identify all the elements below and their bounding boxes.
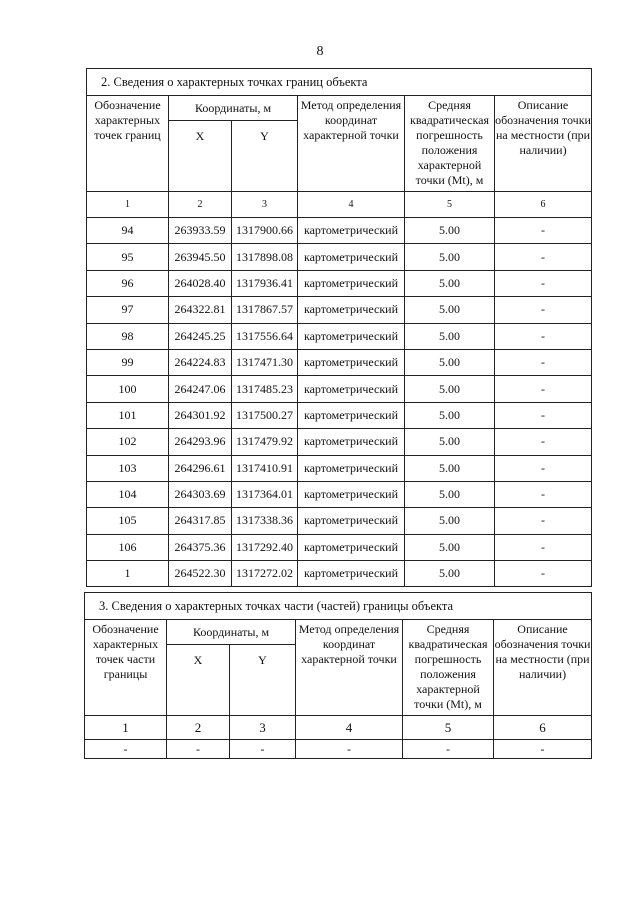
cell-point: 104 bbox=[87, 481, 169, 507]
column-number: 1 bbox=[87, 192, 169, 218]
description-header: Описание обозначения точки на местности (при наличии) bbox=[495, 96, 592, 192]
cell-desc: - bbox=[495, 508, 592, 534]
cell-mt: 5.00 bbox=[405, 244, 495, 270]
cell-y: 1317272.02 bbox=[232, 561, 298, 587]
coordinates-header: Координаты, м bbox=[167, 620, 296, 645]
cell-x: 264296.61 bbox=[169, 455, 232, 481]
cell-point: 106 bbox=[87, 534, 169, 560]
boundary-part-points-table bbox=[84, 592, 592, 759]
column-number: 6 bbox=[495, 192, 592, 218]
page-number: 8 bbox=[316, 44, 324, 59]
cell-point: 102 bbox=[87, 429, 169, 455]
cell-method: картометрический bbox=[298, 481, 405, 507]
cell-x: 264322.81 bbox=[169, 297, 232, 323]
cell-method: картометрический bbox=[298, 429, 405, 455]
cell-y: 1317900.66 bbox=[232, 218, 298, 244]
column-number: 2 bbox=[169, 192, 232, 218]
table-row bbox=[85, 740, 592, 759]
cell-method: картометрический bbox=[298, 270, 405, 296]
cell-x: - bbox=[167, 740, 230, 759]
cell-desc: - bbox=[495, 402, 592, 428]
column-number: 5 bbox=[403, 716, 494, 740]
cell-method: картометрический bbox=[298, 402, 405, 428]
cell-mt: 5.00 bbox=[405, 534, 495, 560]
cell-mt: 5.00 bbox=[405, 402, 495, 428]
cell-method: - bbox=[296, 740, 403, 759]
cell-point: 105 bbox=[87, 508, 169, 534]
x-header: X bbox=[167, 645, 230, 716]
cell-mt: 5.00 bbox=[405, 376, 495, 402]
cell-point: 97 bbox=[87, 297, 169, 323]
cell-mt: 5.00 bbox=[405, 561, 495, 587]
cell-mt: 5.00 bbox=[405, 481, 495, 507]
cell-method: картометрический bbox=[298, 218, 405, 244]
cell-method: картометрический bbox=[298, 244, 405, 270]
column-number: 3 bbox=[230, 716, 296, 740]
cell-y: 1317898.08 bbox=[232, 244, 298, 270]
table-row bbox=[87, 244, 592, 270]
cell-point: 98 bbox=[87, 323, 169, 349]
cell-point: - bbox=[85, 740, 167, 759]
column-number: 5 bbox=[405, 192, 495, 218]
cell-method: картометрический bbox=[298, 455, 405, 481]
y-header: Y bbox=[232, 121, 298, 192]
cell-desc: - bbox=[494, 740, 592, 759]
cell-x: 264224.83 bbox=[169, 349, 232, 375]
table-row bbox=[87, 218, 592, 244]
cell-method: картометрический bbox=[298, 376, 405, 402]
table-row bbox=[87, 349, 592, 375]
table-row bbox=[87, 455, 592, 481]
method-header: Метод определения координат характерной точки bbox=[296, 620, 403, 716]
cell-point: 96 bbox=[87, 270, 169, 296]
cell-y: 1317364.01 bbox=[232, 481, 298, 507]
column-number: 2 bbox=[167, 716, 230, 740]
table-row bbox=[87, 508, 592, 534]
cell-x: 264247.06 bbox=[169, 376, 232, 402]
cell-x: 263945.50 bbox=[169, 244, 232, 270]
cell-mt: 5.00 bbox=[405, 455, 495, 481]
table-row bbox=[87, 402, 592, 428]
cell-x: 264245.25 bbox=[169, 323, 232, 349]
designation-header: Обозначение характерных точек части границы bbox=[85, 620, 167, 716]
cell-x: 264301.92 bbox=[169, 402, 232, 428]
description-header: Описание обозначения точки на местности (при наличии) bbox=[494, 620, 592, 716]
method-header: Метод определения координат характерной точки bbox=[298, 96, 405, 192]
y-header: Y bbox=[230, 645, 296, 716]
cell-mt: 5.00 bbox=[405, 349, 495, 375]
cell-y: 1317338.36 bbox=[232, 508, 298, 534]
table-row bbox=[87, 270, 592, 296]
cell-method: картометрический bbox=[298, 297, 405, 323]
cell-y: 1317485.23 bbox=[232, 376, 298, 402]
cell-point: 1 bbox=[87, 561, 169, 587]
cell-desc: - bbox=[495, 349, 592, 375]
x-header: X bbox=[169, 121, 232, 192]
cell-y: 1317410.91 bbox=[232, 455, 298, 481]
cell-desc: - bbox=[495, 297, 592, 323]
cell-mt: 5.00 bbox=[405, 508, 495, 534]
cell-x: 264303.69 bbox=[169, 481, 232, 507]
cell-mt: - bbox=[403, 740, 494, 759]
cell-point: 101 bbox=[87, 402, 169, 428]
section-2-title: 2. Сведения о характерных точках границ объекта bbox=[87, 69, 592, 96]
column-number: 3 bbox=[232, 192, 298, 218]
table-row bbox=[87, 481, 592, 507]
designation-header: Обозначение характерных точек границ bbox=[87, 96, 169, 192]
cell-point: 100 bbox=[87, 376, 169, 402]
cell-y: 1317471.30 bbox=[232, 349, 298, 375]
cell-y: 1317936.41 bbox=[232, 270, 298, 296]
cell-mt: 5.00 bbox=[405, 429, 495, 455]
cell-point: 99 bbox=[87, 349, 169, 375]
cell-y: - bbox=[230, 740, 296, 759]
boundary-points-table bbox=[86, 68, 592, 587]
cell-desc: - bbox=[495, 270, 592, 296]
cell-method: картометрический bbox=[298, 323, 405, 349]
table-row bbox=[87, 376, 592, 402]
cell-desc: - bbox=[495, 481, 592, 507]
cell-desc: - bbox=[495, 429, 592, 455]
cell-y: 1317556.64 bbox=[232, 323, 298, 349]
cell-method: картометрический bbox=[298, 534, 405, 560]
accuracy-header: Средняя квадратическая погрешность положения характерной точки (Mt), м bbox=[403, 620, 494, 716]
cell-method: картометрический bbox=[298, 561, 405, 587]
cell-x: 264317.85 bbox=[169, 508, 232, 534]
cell-point: 95 bbox=[87, 244, 169, 270]
cell-method: картометрический bbox=[298, 349, 405, 375]
cell-x: 264522.30 bbox=[169, 561, 232, 587]
cell-mt: 5.00 bbox=[405, 218, 495, 244]
cell-y: 1317500.27 bbox=[232, 402, 298, 428]
cell-x: 263933.59 bbox=[169, 218, 232, 244]
cell-mt: 5.00 bbox=[405, 323, 495, 349]
cell-desc: - bbox=[495, 455, 592, 481]
cell-x: 264028.40 bbox=[169, 270, 232, 296]
accuracy-header: Средняя квадратическая погрешность положения характерной точки (Mt), м bbox=[405, 96, 495, 192]
cell-point: 94 bbox=[87, 218, 169, 244]
cell-desc: - bbox=[495, 323, 592, 349]
cell-y: 1317479.92 bbox=[232, 429, 298, 455]
cell-point: 103 bbox=[87, 455, 169, 481]
cell-desc: - bbox=[495, 534, 592, 560]
table-row bbox=[87, 323, 592, 349]
cell-y: 1317292.40 bbox=[232, 534, 298, 560]
coordinates-header: Координаты, м bbox=[169, 96, 298, 121]
cell-y: 1317867.57 bbox=[232, 297, 298, 323]
table-row bbox=[87, 429, 592, 455]
table-row bbox=[87, 561, 592, 587]
cell-x: 264293.96 bbox=[169, 429, 232, 455]
cell-mt: 5.00 bbox=[405, 297, 495, 323]
column-number: 4 bbox=[298, 192, 405, 218]
cell-mt: 5.00 bbox=[405, 270, 495, 296]
table-row bbox=[87, 534, 592, 560]
column-number: 4 bbox=[296, 716, 403, 740]
cell-desc: - bbox=[495, 218, 592, 244]
cell-desc: - bbox=[495, 561, 592, 587]
table-row bbox=[87, 297, 592, 323]
cell-desc: - bbox=[495, 376, 592, 402]
cell-desc: - bbox=[495, 244, 592, 270]
cell-method: картометрический bbox=[298, 508, 405, 534]
column-number: 1 bbox=[85, 716, 167, 740]
section-3-title: 3. Сведения о характерных точках части (частей) границы объекта bbox=[85, 593, 592, 620]
column-number: 6 bbox=[494, 716, 592, 740]
cell-x: 264375.36 bbox=[169, 534, 232, 560]
